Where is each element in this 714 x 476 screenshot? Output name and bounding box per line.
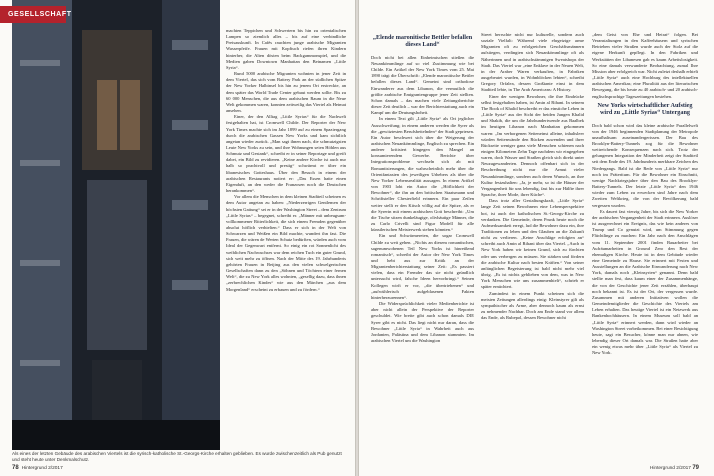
paragraph: machten Teppichen und Schwertern bis hin zu orientalischen Lampen so ziemlich alles – bis auf eine verbindliche Preisauskunft. In Cafés rauchten junge arabische Migranten Wasserpfeife. Frauen mit Kopftuch riefen ihren Kindern hinterher, die Alten dösten beim Backgammonspiel, und die Medien gaben Downtown Manhattan den Beinamen „Little Syria“.	[226, 28, 346, 70]
paragraph: Einer, der den Alltag „Little Syrias“ für die Nachwelt festgehalten hat, ist Cromwell Childe. Der Reporter der New York Times machte sich im Jahr 1899 auf zu einem Spaziergang durch die arabischen Gassen New Yorks und kam sichtlich angetan wieder zurück. „Man sagt ihnen nach, die schmutzigsten Leute New Yorks zu sein, und ihre Wohnungen seien Höhlen aus Schmutz und Gestank“, schreibt er in seiner Reportage und greift dabei, ein Bild zu revidieren. „Keine andere Kirche ist auch nur halb so prachtvoll und prestig“ schwärmt er über ein libanesisches Gotteshaus. Über den Besuch in einem der arabischen Restaurants notiert er: „Das Essen hatte einen Eigenduft, an den weder die Franzosen noch die Deutschen herankommen“.	[226, 114, 346, 194]
section-label: GESELLSCHAFT	[0, 6, 66, 23]
paragraph: „dem Geist von Ehe und Heirat“ folgen. Bei Veranstaltungen in den Kaffeehäusern und syrischen Betrieben vieler Straßen wurde auch der Stolz auf die eigene Herkunft gepflegt. In den Fabriken und Werkstätten der Libanesen gab es kaum Arbeitslosigkeit. So eine damals verwunderte Beobachtung, zumal Ihre Mission aber erfolgreich war. Nicht zuletzt deshalb erhielt „Little Syria“ auch eine Hochburg des intellektuellen arabischen Amerikas; eine Pluralität aus der literarischen Bewegung, die bis heute zu 40 arabisch- und 20 arabisch-englischsprachige Tageszeitungen bestehen.	[592, 32, 698, 99]
page-number: 79	[692, 465, 699, 471]
paragraph: Zumindest in einem Punkt scheinen sich die meisten Zeitungen allerdings einig: Kleinstyrer gilt als sympathischer als Arme, aber dennoch kaum als ernst zu nehmender Nachbar. Doch am Ende stand vor allem das Ende, als Rubepol, dessen Bewohner nicht	[481, 290, 584, 321]
issue-label: Hintergrund 2/2017	[21, 466, 63, 471]
paragraph: Es dauert fast vierzig Jahre, bis sich die New Yorker der arabischen Vergangenheit der Stadt erinnern. Auslöser ist ausgerechnet ein Ereignis, das wie kein anderes von Trump und Co genutzt wird, um Stimmung gegen Flüchtlinge zu machen: Ein Jahr nach den Anschlägen vom 11. September 2001 finden Bauarbeiter bei Aufräumarbeiten in Ground Zero den Rest der ehemaligen Kirche. Heute ist in dem Gebäude wieder eine Gemeinde zu Hause. Sie erinnert mit Festen und Ausstellungen an die Arabische Einwanderung nach New York, damals noch „Kleinsyrien“ genannt. Denn bald stellte man fest, dass kaum einer der Zusammenhänge, die von der Geschichte jener Zeit erzählen, überhaupt noch bekannt ist. Es ist der Ort, der vergessen wurde. Zusammen mit anderen Initiativen wollen die Gemeindemitglieder die Geschichte des Viertels am Leben erhalten. Das heutige Viertel ist ein Netzwerk aus Bankenhochhäusern. In einem Museum soll bald an „Little Syria“ erinnert werden, dann wird wieder an Washington Street vorbeikommen. Bei einer Besichtigung heute, sagt ein Besucher, könne man nur ahnen, wie lebendig dieser Ort damals war. Die Straßen hatte aber ein wenig etwas mehr über „Little Syria“ als Viertel zu New York.	[592, 208, 698, 356]
left-text-column	[226, 28, 346, 293]
paragraph: Rund 5000 arabische Migranten wohnten in jener Zeit in dem Viertel, das sich vom Battery Park an der südlichen Spitze der New Yorker Halbinsel bis hin zu jenem Ort erstreckte, an dem später das World Trade Center gebaut werden sollte. Bis zu 60 000 Menschen, die aus dem arabischen Raum in die Neue Welt gekommen waren, konnten zeitweilig das Viertel als Heimat ansehen.	[226, 71, 346, 114]
paragraph: Die Widersprüchlichkeit vieler Medienberichte ist aber nicht allein der Perspektive der Reporter geschuldet. Wie breite gibt auch schon damals DIE Syrer gibt es nicht. Das liegt nicht nur daran, dass die Bewohner „Little Syria“ in Wahrheit auch aus Jordanien, Palästina und dem Libanon stammten. Im arabischen Viertel um die Washington	[371, 301, 474, 343]
subheading: „Elende maronitische Bettler befallen dieses Land“	[372, 34, 473, 49]
church-facade-image	[12, 0, 220, 450]
paragraph: Street herrschte nicht nur kulturelle, sondern auch soziale Vielfalt: Während viele ehrgeizige arme Migranten oft zu erfolgreichen Geschäftsmännern aufstiegen, verdingten sich Neuankömmlinge oft als Näherinnen und in arabischstämmigen Sweatshops der Stadt. Das Viertel war „eine Enklave in der Neuen Welt, in der Araber Waren verkauften, in Fabriken ausgebeutet wurden, in Wohnblöcken lebten“, schreibt Gregory Orfalea, dessen Großtante einst in dem Stadtteil lebte, in The Arab Americans: A History.	[481, 32, 584, 93]
subheading: New Yorks wirtschaftlicher Aufstieg wird zu „Little Syrias“ Untergang	[597, 101, 693, 117]
church-photo	[12, 0, 220, 450]
photo-caption: Als eines der letzten Gebäude des arabischen Viertels ist die syrisch-katholische St.-Georgs-Kirche erhalten geblieben. Es wurde zwischenzeitlich als Pub genutzt und steht heute unter Denkmalschutz.	[12, 451, 342, 462]
paragraph: Dass trotz aller Gestaltungskraft, „Little Syria“ lange Zeit seinen Bewohnern eine Lebensperspektive bot, ist auch der katholischen St.-Georgs-Kirche zu verdanken. Die Gemeinde, deren Prunk heute noch die Aufmerksamkeit erregt, lud die Bewohner dazu ein, ihre Traditionen zu leben und den Glauben an die Zukunft nicht zu verlieren. „Keine Anschläge erfolgten an“ schreibt auch Amin al Rihani über das Viertel. „Auch in New York haben wir keinen Grund, sich zu fürchten oder uns verbergen zu müssen. Sie stärken und fördern die arabische Kultur nach besten Kräften.“ Von seiner anfänglichen Begeisterung ist bald nicht mehr viel übrig. „Es ist nichts geblieben von dem, was in New York Menschen wie uns zusammenhielt“, schrieb er später ernüchtert.	[481, 198, 584, 290]
paragraph: In einem Text gilt „Little Syria“ als Ort jeglicher Ausschweifung; in einem anderen werden die Syrer als die „gewitztesten Berufsbettelnden“ der Stadt gepriesen. Ein Autor beschwert sich über die Weigerung der arabischen Neuankömmlinge, Englisch zu sprechen. Ein anderer kritisiert hingegen den Mangel an konsumierendem Gewerbe. Berichte über Integrationsprobleme wechseln sich ab mit Romantisierungen, die wahrscheinlich mehr über die Orientfantasien des jeweiligen Urhebers als über die New Yorker Lebensrealität aussagen. In einem Artikel von 1903 lobt ein Autor die „Höflichkeit der Bewohner“, die ihn an den britischen Staatsmann und Schriftsteller Chesterfield erinnern. Ein paar Zeilen weiter stellt er den Kitsch völlig auf die Spitze, als er die Syrerin mit einem arabischen Gott beschreibt: „Um die Tische sitzen dunkeläugige, olivhäutige Männer, die zu Carlo Crivelli sind Figur Modell für alle künstlerischen Meisterwerk stehen könnten.“	[371, 116, 474, 233]
paragraph: Doch bald schon wird das kleine arabische Parallelwelt von der 1946 beginnenden Stadtplanung der Metropole unaufhaltsam auseinandergerissen. Der Bau des Brooklyn-Battery-Tunnels zog für die Bewohner weitreichende Konsequenzen nach sich. Trotz der gelungenen Integration der Minderheit zeigt der Stadtteil seit dem Ende des 19. Jahrhunderts merkbare Zeichen des Niedergangs. Bald ist die Rede von „Little Syria“ nur noch im Präteritum. Für die Bewohner ein Einschnitt, wenige Nachkriegsjahre über den Bau des Brooklyn-Battery-Tunnels. Der letzte „Little Syria“ den 1946 wieder zum Leben zu erwecken sind Jahre nach dem Zweiten Weltkrieg, die von der Bevölkerung bald vergessen wurden.	[592, 122, 698, 208]
page-number: 78	[12, 465, 19, 471]
issue-label: Hintergrund 2/2017	[649, 466, 691, 471]
paragraph: Ein und Schwärmereien, die sogar Cromwell Childe zu weit gehen. „Nichts an diesem romantischen, sagenumwobenen Teil New Yorks ist hinreißend romantisch“, schreibt der Autor der New York Times und hebt aus zur Kritik an der Migrantenberichterstattung seiner Zeit: „Es passiert vielen, dass ein Fremder das sie nicht gründlich untersucht wird, falsche Ideen hervorbringt.“ Seinen Kollegen wirft er vor, „die übertriebenen“ und „aufwühlerisch aufgeblasenen Fakten hinterherzurennen“.	[371, 233, 474, 300]
left-page	[0, 0, 355, 476]
right-text-column-3	[592, 32, 698, 356]
right-page	[359, 0, 714, 476]
paragraph: Einer der wenigen Bewohner, die ihre Eindrücke selbst festgehalten haben, ist Amin al Rihani. In seinem The Book of Khalid beschreibt er das einstiche Leben in „Little Syria“ aus der Sicht der beiden Jungen Khalid und Shakib, die um die Jahrhundertwende aus Baalbek im heutigen Libanon nach Manhattan gekommen waren: „Im verborgenen Seiteneinst alleine, inhaltsleer würden Seitenwände den Rücken zuwenden und ihrer Rückseite weniger ganz viele Menschen schienen nach einigen Kilometern Zehn Tage nachdem wir eingegeben waren, doch Wasser und Straßen gleich sich direkt unter Neuzugewanderten. Dennoch offenbart sich in der Beschreibung nicht nur die Armut vieler Neuankömmlinge, sondern auch deren Wunsch, an ihre Kultur festzuhalten: „Ja, je mehr, so ist die Häuser der Vergangenheit für uns lebendig, fast bis zur Hälfte ihrer Sprache, ihrer Mode, ihrer Küche“.	[481, 93, 584, 198]
folio-left	[12, 465, 63, 471]
paragraph: Vor allem die Menschen in dem kleinen Stadtteil scheinen es dem Autor angetan zu haben: „Niederzerrigen Gentlemen der höchsten Gattung“ sei er in der Washington Street – dem Zentrum „Little Syrias“ – begegnet, schreibt er. „Männer mit unbeugsam-vollkommener Ritterlichkeit, die sich einem Fremden gegenüber absolut höflich verhielten.“ Dass er sich in der Welt von Schwarzen und Weißen ein Bild machte, wundert ihn fast. Die Frauen, die wären de Werten Schutz bedürften, würden auch vom Ideal der Gegenwart entfernt. So einig ein rot Sonnenlicht des weiblichen Nachwuchses war dem reichen Tuch ein guter Grund, sich weit mehr zu öffnen. Nach der Mitte des 19. Jahrhunderts gehörten Frauen in Beijing aus den vielen schwelgerischen Gesellschaften dann zu den „Söhnen und Töchtern einer fernen Welt“, die zu New York alles wohnten, „gesellig dazu, dass ihnen „zerbrechlichen Kindes“ wie aus den Märchen „aus dem Morgenland“ erscheint zu erbauen und zu fördern.“	[226, 194, 347, 292]
folio-right	[650, 465, 702, 471]
right-text-column-1	[371, 32, 474, 344]
right-text-column-2	[481, 32, 584, 321]
paragraph: Doch nicht bei allen Einheimischen stießen die Neuankömmlinge auf so viel Zustimmung wie bei Childe. Ein Artikel der New York Times vom 25. Mai 1890 trägt die Überschrift: „Elende maronitische Bettler befallen dieses Land“. Gemeint sind orthodoxe Einwanderer aus dem Libanon, die vermutlich die größte arabische Emigrantengruppe jener Zeit stellten. Schon damals – das machen viele Zeitungsberichte dieser Zeit deutlich – war der Berichterstattung auch ein Kampf um die Deutungshoheit.	[371, 54, 474, 116]
